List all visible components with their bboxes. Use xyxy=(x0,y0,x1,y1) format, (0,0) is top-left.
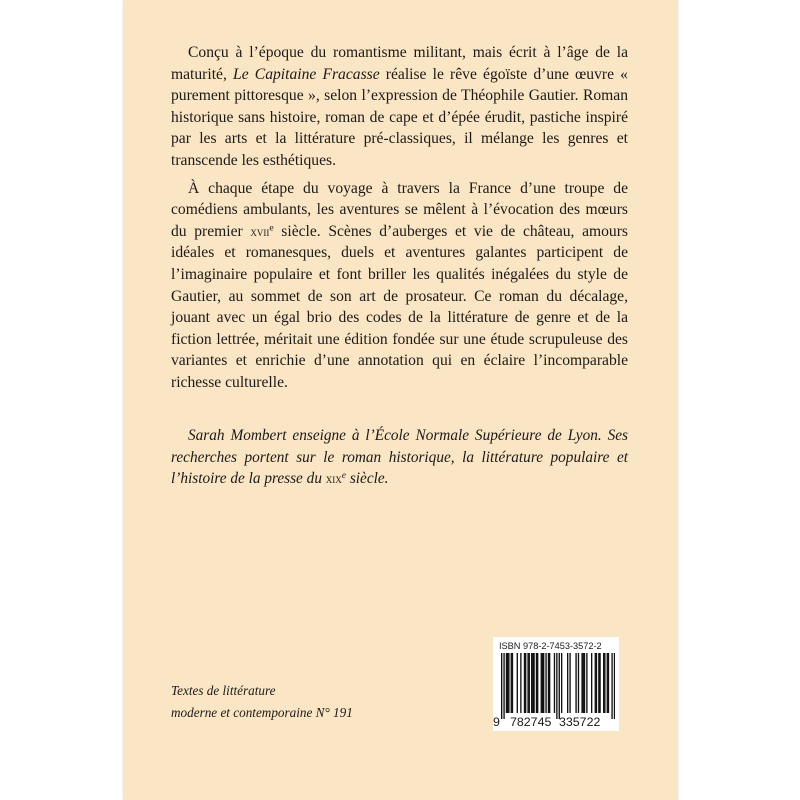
barcode-bar xyxy=(511,653,512,713)
barcode-bar xyxy=(556,653,557,719)
barcode-bar xyxy=(533,653,534,713)
barcode-bar xyxy=(604,653,605,713)
barcode-bar xyxy=(507,653,508,713)
barcode-digit-lead: 9 xyxy=(493,715,500,729)
barcode-bar xyxy=(569,653,570,713)
barcode-bar xyxy=(512,653,513,713)
barcode-bar xyxy=(541,653,542,713)
blurb-paragraph-1 xyxy=(171,42,628,172)
barcode-bar xyxy=(548,653,549,713)
barcode-bar xyxy=(581,653,582,713)
barcode-bar xyxy=(599,653,600,713)
barcode-bar xyxy=(517,653,518,713)
book-title: Le Capitaine Fracasse xyxy=(233,65,380,83)
barcode-bar xyxy=(607,653,608,713)
barcode-bar xyxy=(529,653,530,713)
barcode-bars xyxy=(501,653,615,719)
barcode-bar xyxy=(561,653,562,713)
barcode-bar xyxy=(586,653,587,713)
barcode-bar xyxy=(559,653,560,719)
barcode-bar xyxy=(591,653,592,713)
barcode-bar xyxy=(583,653,584,713)
barcode-bar xyxy=(525,653,526,713)
barcode-digits-left: 782745 xyxy=(510,715,552,729)
barcode-bar xyxy=(584,653,585,713)
isbn-label: ISBN 978-2-7453-3572-2 xyxy=(499,641,602,651)
cover-blurb xyxy=(171,42,628,394)
barcode-digits-right: 335722 xyxy=(559,715,601,729)
back-cover xyxy=(123,0,678,800)
series-number: moderne et contemporaine N° 191 xyxy=(171,704,353,720)
barcode-bar xyxy=(506,653,507,713)
barcode-bar xyxy=(542,653,543,713)
barcode-bar xyxy=(603,653,604,713)
author-note-text: Sarah Mombert enseigne à l’École Normale Supérieure de Lyon. Ses recherches portent sur le roman historique, la littérature populaire et l’histoire de la presse du xyxy=(171,427,628,488)
blurb-text: siècle. Scènes d’auberges et vie de château, amours idéales et romanesques, duels et aventures galantes participent de l’imaginaire populaire et font briller les qualités inégalées du style de Gautier, au sommet de son art de prosateur. Ce roman du décalage, jouant avec un égal brio des codes de la littérature de genre et de la fiction lettrée, méritait une édition fondée sur une étude scrupuleuse des variantes et enrichie d’une annotation qui en éclaire l’incomparable richesse culturelle. xyxy=(171,222,628,391)
blurb-text: Conçu à l’époque du romantisme militant, mais écrit à l’âge de la maturité, xyxy=(171,44,628,83)
author-note xyxy=(171,425,628,490)
ordinal-superscript: e xyxy=(269,222,274,234)
barcode-bar xyxy=(503,653,504,719)
barcode-bar xyxy=(508,653,509,713)
barcode-bar xyxy=(611,653,612,719)
barcode-bar xyxy=(532,653,533,713)
barcode-bar xyxy=(596,653,597,713)
barcode-bar xyxy=(578,653,579,713)
barcode-bar xyxy=(537,653,538,713)
barcode-bar xyxy=(554,653,555,713)
barcode-digits xyxy=(493,715,619,729)
barcode-bar xyxy=(549,653,550,713)
series-name: Textes de littérature xyxy=(171,683,276,698)
century-numeral: xix xyxy=(325,471,342,487)
barcode-bar xyxy=(524,653,525,713)
blurb-paragraph-2 xyxy=(171,178,628,394)
barcode-bar xyxy=(501,653,502,719)
barcode-bar xyxy=(531,653,532,713)
barcode-bar xyxy=(536,653,537,713)
barcode-bar xyxy=(608,653,609,713)
author-note-text: siècle. xyxy=(346,470,389,488)
blurb-text: réalise le rêve égoïste d’une œuvre « purement pittoresque », selon l’expression de Théophile Gautier. Roman historique sans histoire, roman de cape et d’épée érudit, pastiche inspiré par les arts et la littérature pré-classiques, il mélange les genres et transcende les esthétiques. xyxy=(171,65,628,169)
ordinal-superscript: e xyxy=(341,470,346,481)
barcode-bar xyxy=(567,653,568,713)
barcode-bar xyxy=(520,653,521,713)
barcode-bar xyxy=(575,653,576,713)
barcode-bar xyxy=(545,653,546,713)
century-numeral: xvii xyxy=(250,223,270,239)
barcode-bar xyxy=(595,653,596,713)
barcode-bar xyxy=(598,653,599,713)
barcode-bar xyxy=(614,653,615,719)
blurb-text: À chaque étape du voyage à travers la France d’une troupe de comédiens ambulants, les aventures se mêlent à l’évocation des mœurs du premier xyxy=(171,179,628,240)
barcode-box xyxy=(493,637,619,731)
series-info xyxy=(171,680,431,723)
barcode-bar xyxy=(543,653,544,713)
barcode-bar xyxy=(527,653,528,713)
